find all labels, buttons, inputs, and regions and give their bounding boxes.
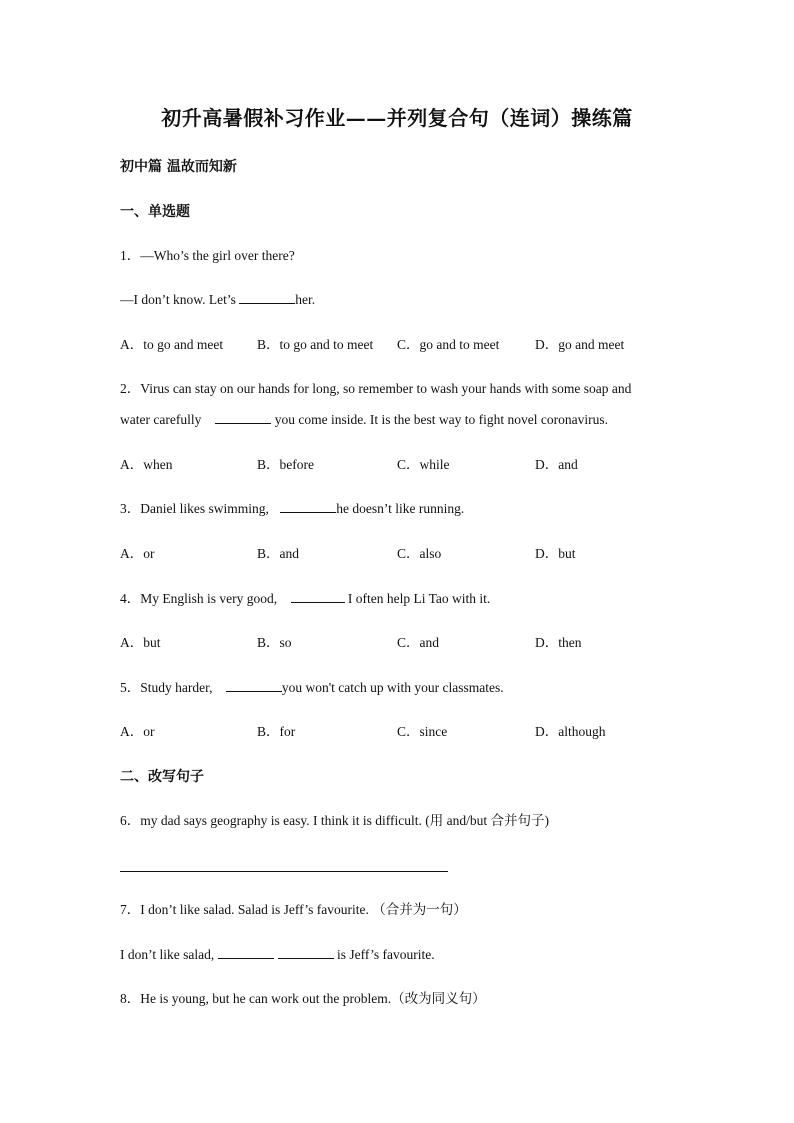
question-1-option-a[interactable]: A．to go and meet xyxy=(120,337,224,352)
question-1-option-c[interactable]: C．go and to meet xyxy=(397,337,500,352)
question-5-option-c[interactable]: C．since xyxy=(397,724,448,739)
question-3-text: 3．Daniel likes swimming, he doesn’t like running. xyxy=(120,501,465,516)
question-2-option-b[interactable]: B．before xyxy=(257,457,314,472)
answer-blank xyxy=(278,946,334,959)
question-7-line2: I don’t like salad, is Jeff’s favourite. xyxy=(120,947,435,962)
question-5-text: 5．Study harder, you won't catch up with your classmates. xyxy=(120,680,504,695)
question-1-text: 1．—Who’s the girl over there? xyxy=(120,248,295,263)
question-2-text: 2．Virus can stay on our hands for long, so remember to wash your hands with some soap and xyxy=(120,381,632,396)
question-5-option-b[interactable]: B．for xyxy=(257,724,296,739)
question-4-option-c[interactable]: C．and xyxy=(397,635,439,650)
subtitle: 初中篇 温故而知新 xyxy=(120,159,237,175)
question-6-text: 6．my dad says geography is easy. I think it is difficult. (用 and/but 合并句子) xyxy=(120,813,549,828)
question-4-option-b[interactable]: B．so xyxy=(257,635,292,650)
answer-blank xyxy=(291,590,345,603)
question-4-option-a[interactable]: A．but xyxy=(120,635,161,650)
page-title: 初升高暑假补习作业——并列复合句（连词）操练篇 xyxy=(161,106,633,130)
question-7-text: 7．I don’t like salad. Salad is Jeff’s favourite. （合并为一句） xyxy=(120,902,467,917)
section-heading-single-choice: 一、单选题 xyxy=(120,204,190,220)
question-3-option-b[interactable]: B．and xyxy=(257,546,299,561)
question-3-option-a[interactable]: A．or xyxy=(120,546,155,561)
answer-blank xyxy=(215,411,271,424)
answer-blank xyxy=(280,500,336,513)
question-3-option-d[interactable]: D．but xyxy=(535,546,576,561)
question-4-text: 4．My English is very good, I often help Li Tao with it. xyxy=(120,591,491,606)
answer-blank xyxy=(218,946,274,959)
question-3-option-c[interactable]: C．also xyxy=(397,546,442,561)
question-8-text: 8．He is young, but he can work out the problem.（改为同义句） xyxy=(120,991,486,1006)
question-4-option-d[interactable]: D．then xyxy=(535,635,582,650)
question-5-option-a[interactable]: A．or xyxy=(120,724,155,739)
question-1-line2: —I don’t know. Let’s her. xyxy=(120,292,316,307)
answer-blank xyxy=(226,679,282,692)
question-6-answer-line[interactable] xyxy=(120,871,448,872)
question-1-option-d[interactable]: D．go and meet xyxy=(535,337,625,352)
question-1-option-b[interactable]: B．to go and to meet xyxy=(257,337,374,352)
question-2-option-a[interactable]: A．when xyxy=(120,457,173,472)
section-heading-rewrite: 二、改写句子 xyxy=(120,769,204,785)
question-5-option-d[interactable]: D．although xyxy=(535,724,606,739)
answer-blank xyxy=(239,291,295,304)
question-2-line2: water carefully you come inside. It is the best way to fight novel coronavirus. xyxy=(120,412,609,427)
question-2-option-c[interactable]: C．while xyxy=(397,457,450,472)
question-2-option-d[interactable]: D．and xyxy=(535,457,578,472)
